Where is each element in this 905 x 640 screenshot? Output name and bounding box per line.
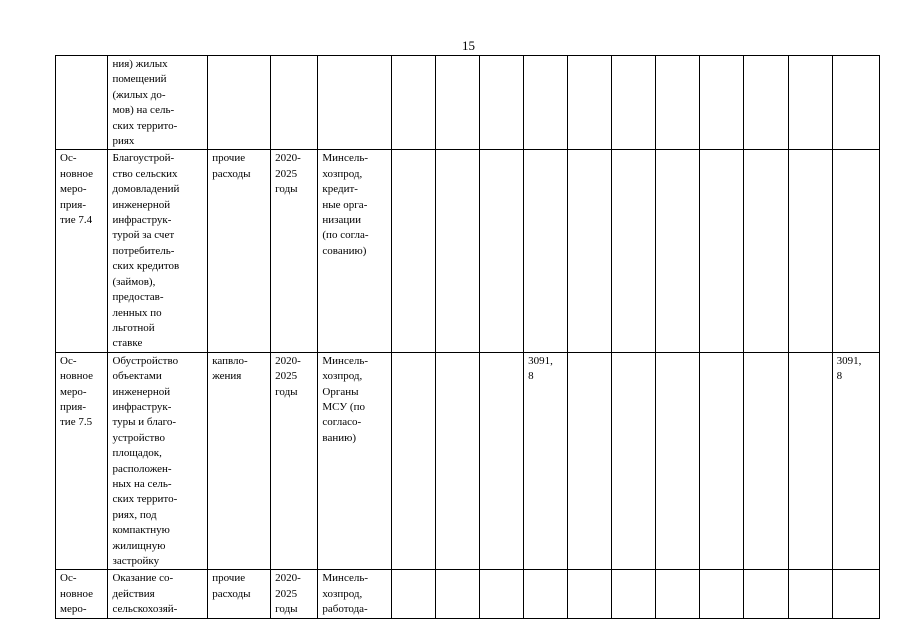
period-cell: 2020- 2025 годы (271, 570, 318, 618)
description-cell: Благоустрой- ство сельских домовладений инженерной инфраструк- турой за счет потребитель- ских кредитов (займов), предостав- ленных по льготной ставке (108, 150, 208, 352)
value-cell (435, 56, 479, 150)
period-cell: 2020- 2025 годы (271, 150, 318, 352)
total-cell (832, 56, 879, 150)
description-cell: ния) жилых помещений (жилых до- мов) на сель- ских террито- риях (108, 56, 208, 150)
value-cell (480, 150, 524, 352)
activity-cell: Ос- новное меро- (56, 570, 108, 618)
total-cell (832, 150, 879, 352)
value-cell (524, 56, 568, 150)
period-cell: 2020- 2025 годы (271, 352, 318, 570)
value-cell (700, 570, 744, 618)
description-cell: Обустройство объектами инженерной инфраструк- туры и благо- устройство площадок, расположен- ных на сель- ских террито- риях, под компактную жилищную застройку (108, 352, 208, 570)
value-cell (612, 150, 656, 352)
value-cell (744, 570, 788, 618)
executor-cell: Минсель- хозпрод, работода- (318, 570, 391, 618)
value-cell (700, 352, 744, 570)
value-cell (568, 352, 612, 570)
value-cell (524, 150, 568, 352)
activity-cell (56, 56, 108, 150)
period-cell (271, 56, 318, 150)
expense-type-cell: прочие расходы (208, 150, 271, 352)
value-cell (391, 352, 435, 570)
value-cell (568, 56, 612, 150)
page-number: 15 (462, 38, 475, 53)
total-cell: 3091, 8 (832, 352, 879, 570)
value-cell (524, 570, 568, 618)
executor-cell (318, 56, 391, 150)
value-cell (435, 352, 479, 570)
value-cell (391, 570, 435, 618)
table-row (56, 352, 880, 570)
description-cell: Оказание со- действия сельскохозяй- (108, 570, 208, 618)
activity-cell: Ос- новное меро- прия- тие 7.4 (56, 150, 108, 352)
value-cell (700, 150, 744, 352)
value-cell (612, 352, 656, 570)
value-cell (612, 56, 656, 150)
value-cell (480, 570, 524, 618)
value-cell (435, 150, 479, 352)
value-cell (656, 570, 700, 618)
value-cell (612, 570, 656, 618)
value-cell (568, 150, 612, 352)
value-cell (788, 150, 832, 352)
expense-type-cell: прочие расходы (208, 570, 271, 618)
value-cell (744, 56, 788, 150)
value-cell (435, 570, 479, 618)
value-cell (480, 56, 524, 150)
expense-type-cell (208, 56, 271, 150)
executor-cell: Минсель- хозпрод, кредит- ные орга- низации (по согла- сованию) (318, 150, 391, 352)
value-cell (480, 352, 524, 570)
total-cell (832, 570, 879, 618)
value-cell: 3091, 8 (524, 352, 568, 570)
value-cell (700, 56, 744, 150)
value-cell (391, 56, 435, 150)
expense-type-cell: капвло- жения (208, 352, 271, 570)
table-row (56, 150, 880, 352)
value-cell (391, 150, 435, 352)
activity-cell: Ос- новное меро- прия- тие 7.5 (56, 352, 108, 570)
value-cell (744, 352, 788, 570)
value-cell (656, 56, 700, 150)
value-cell (656, 150, 700, 352)
table-row (56, 56, 880, 150)
value-cell (744, 150, 788, 352)
value-cell (788, 570, 832, 618)
executor-cell: Минсель- хозпрод, Органы МСУ (по согласо- ванию) (318, 352, 391, 570)
value-cell (656, 352, 700, 570)
table-row (56, 570, 880, 618)
value-cell (568, 570, 612, 618)
value-cell (788, 352, 832, 570)
value-cell (788, 56, 832, 150)
program-table (55, 55, 880, 619)
